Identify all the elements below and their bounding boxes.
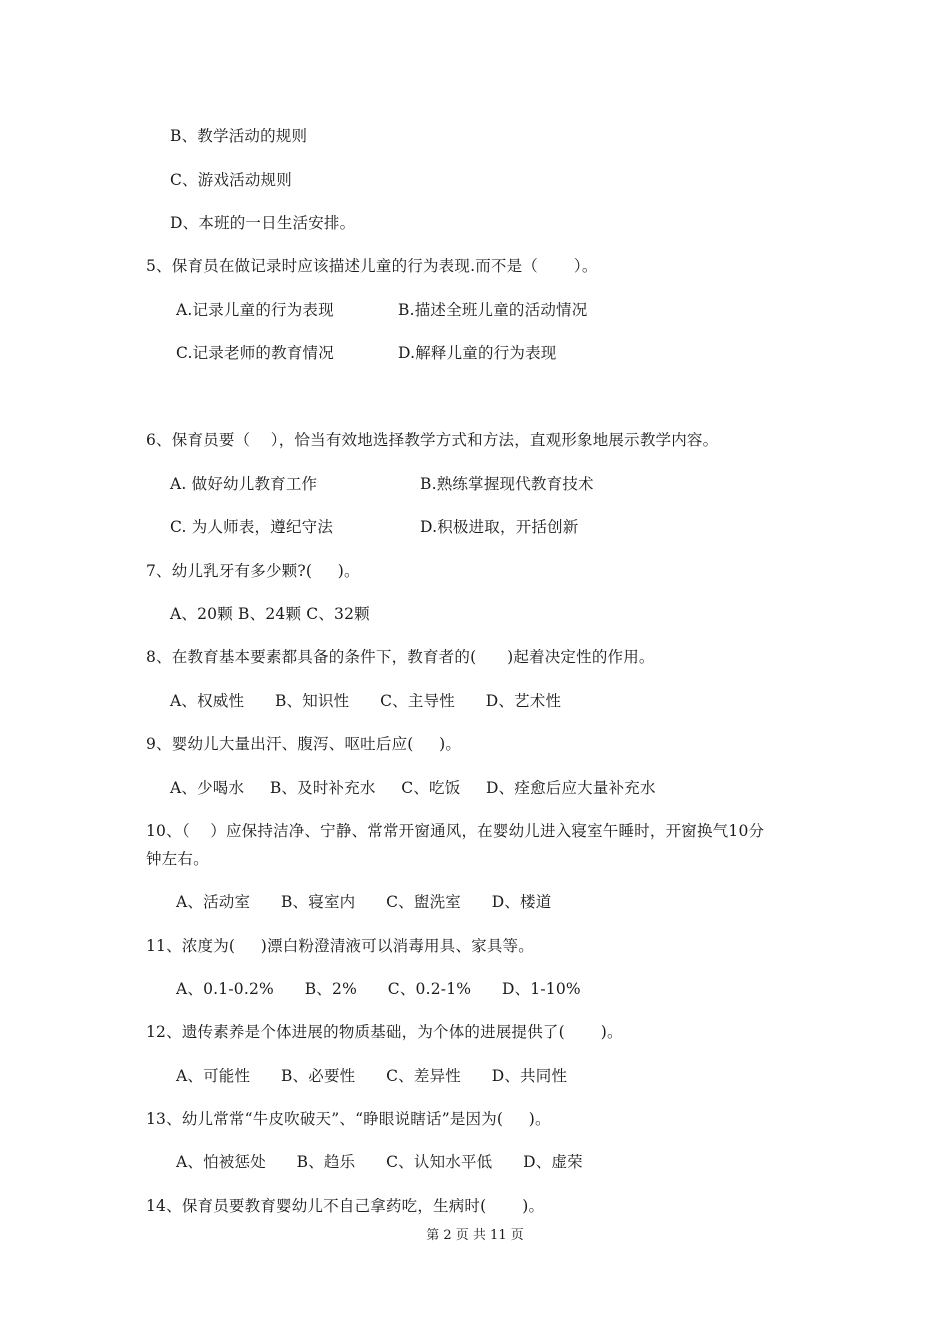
q5-option-c: C.记录老师的教育情况	[176, 344, 334, 362]
q7-stem: 7、幼儿乳牙有多少颗?( )。	[146, 562, 360, 580]
q5-option-b: B.描述全班儿童的活动情况	[398, 301, 588, 319]
q14-stem: 14、保育员要教育婴幼儿不自己拿药吃，生病时( )。	[146, 1197, 545, 1215]
q9-stem: 9、婴幼儿大量出汗、腹泻、呕吐后应( )。	[146, 735, 462, 753]
q5-option-a: A.记录儿童的行为表现	[176, 301, 334, 319]
q8-options: A、权威性 B、知识性 C、主导性 D、艺术性	[170, 692, 562, 710]
q11-options: A、0.1-0.2% B、2% C、0.2-1% D、1-10%	[176, 980, 581, 998]
q6-option-d: D.积极进取，开括创新	[420, 518, 579, 536]
q4-option-d: D、本班的一日生活安排。	[170, 214, 356, 232]
q5-stem: 5、保育员在做记录时应该描述儿童的行为表现.而不是（ ）。	[146, 257, 598, 275]
q6-option-b: B.熟练掌握现代教育技术	[420, 475, 594, 493]
q6-option-a: A. 做好幼儿教育工作	[170, 475, 318, 493]
q13-options: A、怕被惩处 B、趋乐 C、认知水平低 D、虚荣	[176, 1153, 583, 1171]
q11-stem: 11、浓度为( )漂白粉澄清液可以消毒用具、家具等。	[146, 937, 534, 955]
q10-stem-line2: 钟左右。	[146, 850, 209, 868]
q6-stem: 6、保育员要（ ），恰当有效地选择教学方式和方法，直观形象地展示教学内容。	[146, 431, 719, 449]
q12-options: A、可能性 B、必要性 C、差异性 D、共同性	[176, 1067, 568, 1085]
q13-stem: 13、幼儿常常“牛皮吹破天”、“睁眼说瞎话”是因为( )。	[146, 1110, 551, 1128]
q10-options: A、活动室 B、寝室内 C、盥洗室 D、楼道	[176, 893, 552, 911]
q10-stem-line1: 10、（ ）应保持洁净、宁静、常常开窗通风，在婴幼儿进入寝室午睡时，开窗换气10分	[146, 822, 765, 840]
q7-options: A、20颗 B、24颗 C、32颗	[170, 605, 370, 623]
q5-option-d: D.解释儿童的行为表现	[398, 344, 557, 362]
q4-option-b: B、教学活动的规则	[170, 127, 308, 145]
q6-option-c: C. 为人师表，遵纪守法	[170, 518, 334, 536]
q9-options: A、少喝水 B、及时补充水 C、吃饭 D、痊愈后应大量补充水	[170, 779, 656, 797]
q12-stem: 12、遗传素养是个体进展的物质基础，为个体的进展提供了( )。	[146, 1023, 623, 1041]
page-number-footer: 第 2 页 共 11 页	[426, 1228, 524, 1243]
q8-stem: 8、在教育基本要素都具备的条件下，教育者的( )起着决定性的作用。	[146, 648, 655, 666]
q4-option-c: C、游戏活动规则	[170, 171, 292, 189]
